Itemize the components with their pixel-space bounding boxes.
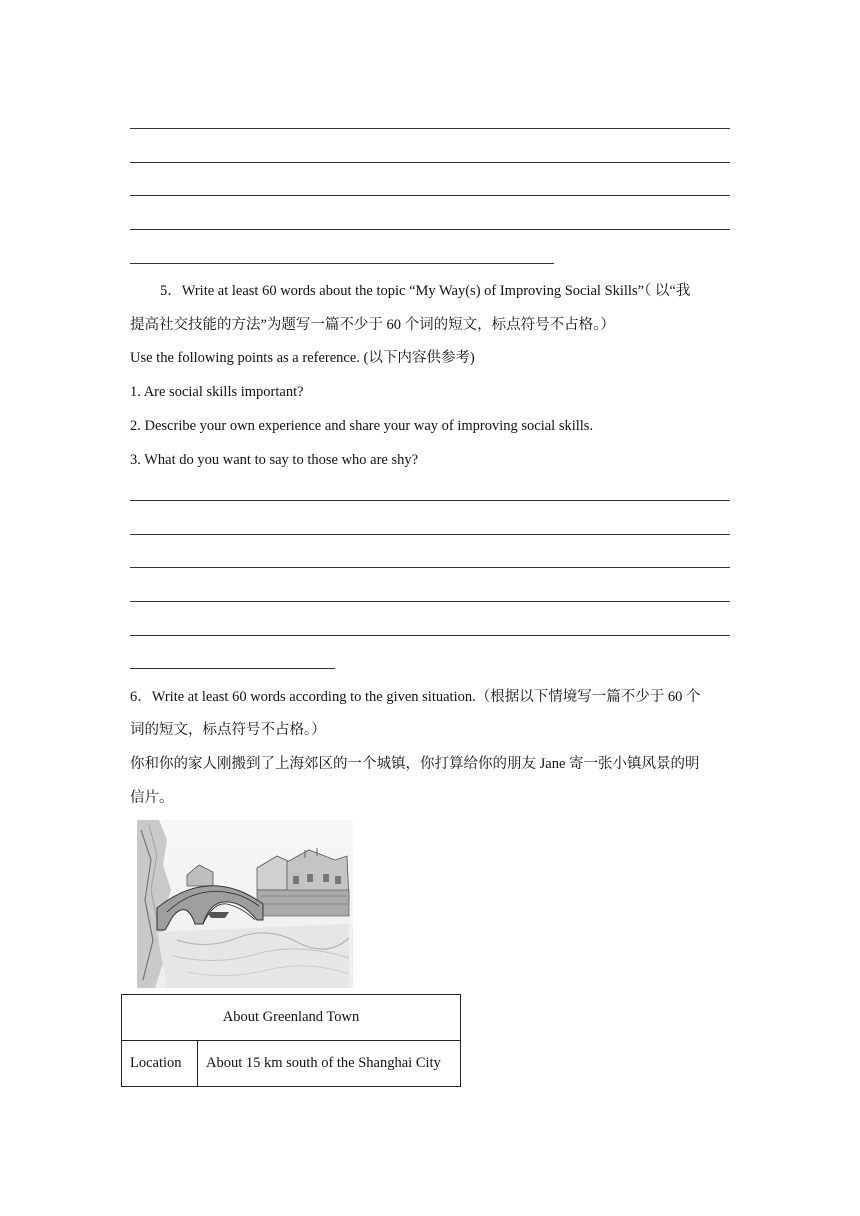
answer-line — [130, 162, 730, 163]
answer-line — [130, 534, 730, 535]
answer-line — [130, 500, 730, 501]
q6-prompt-line2: 词的短文，标点符号不占格。） — [130, 722, 326, 738]
q5-point-1: 1. Are social skills important? — [130, 384, 304, 400]
q6-situation-line2: 信片。 — [130, 790, 174, 806]
town-bridge-sketch — [137, 820, 353, 988]
q6-prompt-line1: 6．Write at least 60 words according to the given situation.（根据以下情境写一篇不少于 60 个 — [130, 689, 701, 705]
table-row-value: About 15 km south of the Shanghai City — [198, 1041, 461, 1087]
answer-line — [130, 635, 730, 636]
answer-line — [130, 263, 554, 264]
answer-line — [130, 668, 335, 669]
table-title: About Greenland Town — [122, 995, 461, 1041]
q5-prompt-line2: 提高社交技能的方法”为题写一篇不少于 60 个词的短文，标点符号不占格。） — [130, 317, 615, 333]
q5-prompt-line1: 5．Write at least 60 words about the topic “My Way(s) of Improving Social Skills”（ 以“我 — [160, 283, 691, 299]
table-row — [122, 1041, 461, 1087]
answer-line — [130, 195, 730, 196]
table-header-row — [122, 995, 461, 1041]
answer-line — [130, 567, 730, 568]
answer-line — [130, 229, 730, 230]
info-table — [121, 994, 461, 1087]
q5-reference: Use the following points as a reference. (以下内容供参考) — [130, 350, 475, 366]
q5-point-3: 3. What do you want to say to those who are shy? — [130, 452, 419, 468]
q5-point-2: 2. Describe your own experience and share your way of improving social skills. — [130, 418, 594, 434]
answer-line — [130, 601, 730, 602]
table-row-label: Location — [122, 1041, 198, 1087]
answer-line — [130, 128, 730, 129]
q6-situation-line1: 你和你的家人刚搬到了上海郊区的一个城镇，你打算给你的朋友 Jane 寄一张小镇风景的明 — [130, 756, 700, 772]
